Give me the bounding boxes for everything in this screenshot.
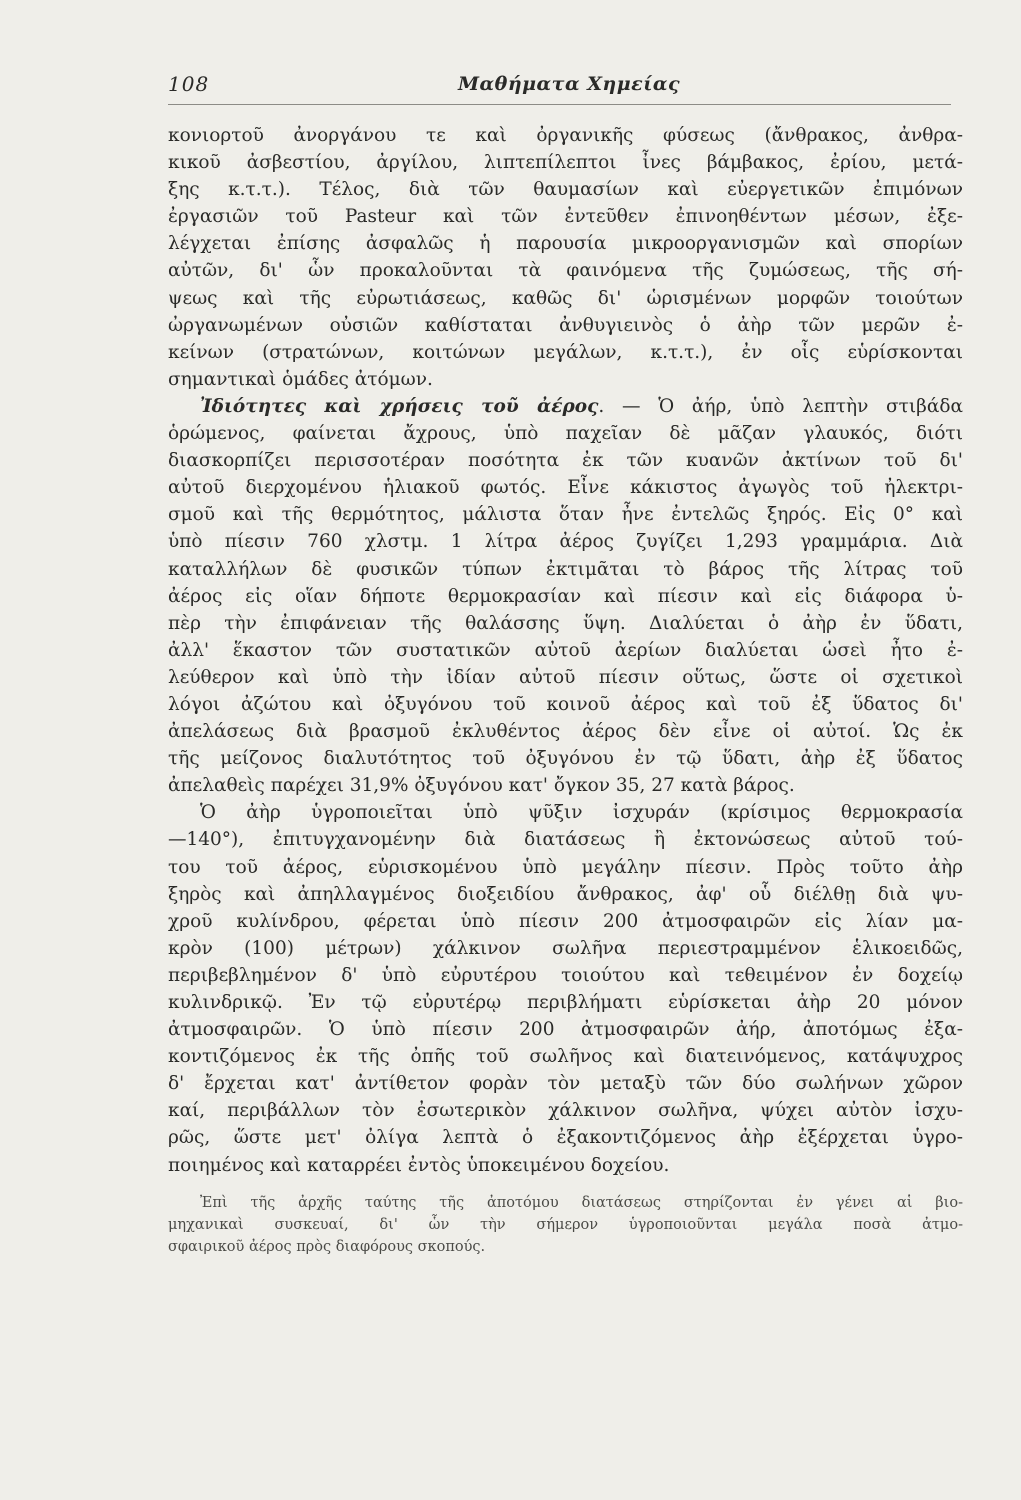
text-line: κονιορτοῦ ἀνοργάνου τε καὶ ὀργανικῆς φύσεως (ἄνθρακος, ἀνθρα- (168, 125, 963, 146)
text-line: κοντιζόμενος ἐκ τῆς ὀπῆς τοῦ σωλῆνος καὶ διατεινόμενος, κατάψυχρος (168, 1046, 963, 1068)
text-line: καί, περιβάλλων τὸν ἐσωτερικὸν χάλκινον σωλῆνα, ψύχει αὐτὸν ἰσχυ- (168, 1100, 963, 1122)
text-line: ὑπὸ πίεσιν 760 χλστμ. 1 λίτρα ἀέρος ζυγίζει 1,293 γραμμάρια. Διὰ (168, 531, 963, 553)
footnote-line: Ἐπὶ τῆς ἀρχῆς ταύτης τῆς ἀποτόμου διατάσεως στηρίζονται ἐν γένει αἱ βιο- (200, 1195, 963, 1211)
text-line: ἀτμοσφαιρῶν. Ὁ ὑπὸ πίεσιν 200 ἀτμοσφαιρῶν ἀήρ, ἀποτόμως ἐξα- (168, 1019, 963, 1041)
text-line: ἀπελάσεως διὰ βρασμοῦ ἐκλυθέντος ἀέρος δὲν εἶνε οἱ αὐτοί. Ὡς ἐκ (168, 721, 963, 743)
text-line: χροῦ κυλίνδρου, φέρεται ὑπὸ πίεσιν 200 ἀτμοσφαιρῶν εἰς λίαν μα- (168, 910, 963, 932)
text-line: ὠργανωμένων οὐσιῶν καθίσταται ἀνθυγιεινὸς ὁ ἀὴρ τῶν μερῶν ἐ- (168, 314, 963, 336)
body-text (168, 122, 963, 1179)
section-first-line (168, 393, 963, 420)
text-line: ἐργασιῶν τοῦ Pasteur καὶ τῶν ἐντεῦθεν ἐπινοηθέντων μέσων, ἐξε- (168, 206, 963, 228)
header-rule (168, 104, 951, 105)
text-line: κυλινδρικῷ. Ἐν τῷ εὐρυτέρῳ περιβλήματι εὑρίσκεται ἀὴρ 20 μόνον (168, 992, 963, 1013)
text-line: τῆς μείζονος διαλυτότητος τοῦ ὀξυγόνου ἐν τῷ ὕδατι, ἀὴρ ἐξ ὕδατος (168, 748, 963, 770)
footnote-line: μηχανικαὶ συσκευαί, δι' ὧν τὴν σήμερον ὑγροποιοῦνται μεγάλα ποσὰ ἀτμο- (168, 1217, 963, 1233)
text-line: ξηρὸς καὶ ἀπηλλαγμένος διοξειδίου ἄνθρακος, ἀφ' οὗ διέλθῃ διὰ ψυ- (168, 883, 963, 905)
footnote (168, 1192, 963, 1258)
text-line: ξης κ.τ.τ.). Τέλος, διὰ τῶν θαυμασίων καὶ εὐεργετικῶν ἐπιμόνων (168, 179, 963, 201)
text-line: Ὁ ἀὴρ ὑγροποιεῖται ὑπὸ ψῦξιν ἰσχυράν (κρίσιμος θερμοκρασία (200, 802, 963, 824)
running-title: Μαθήματα Χημείας (458, 73, 681, 95)
text-line: ποιημένος καὶ καταρρέει ἐντὸς ὑποκειμένου δοχείου. (168, 1154, 670, 1176)
text-line: ἀπελαθεὶς παρέχει 31,9% ὀξυγόνου κατ' ὄγκον 35, 27 κατὰ βάρος. (168, 775, 795, 797)
text-line: κικοῦ ἀσβεστίου, ἀργίλου, λιπτεπίλεπτοι ἶνες βάμβακος, ἐρίου, μετά- (168, 152, 963, 174)
text-line: δ' ἔρχεται κατ' ἀντίθετον φορὰν τὸν μεταξὺ τῶν δύο σωλήνων χῶρον (168, 1073, 963, 1095)
page-header (168, 72, 951, 104)
text-line: πὲρ τὴν ἐπιφάνειαν τῆς θαλάσσης ὕψη. Διαλύεται ὁ ἀὴρ ἐν ὕδατι, (168, 612, 963, 634)
text-line: ὁρώμενος, φαίνεται ἄχρους, ὑπὸ παχεῖαν δὲ μᾶζαν γλαυκός, διότι (168, 423, 963, 445)
text-line: κρὸν (100) μέτρων) χάλκινον σωλῆνα περιεστραμμένον ἑλικοειδῶς, (168, 937, 963, 959)
footnote-line: σφαιρικοῦ ἀέρος πρὸς διαφόρους σκοπούς. (168, 1239, 486, 1255)
text-line: κείνων (στρατώνων, κοιτώνων μεγάλων, κ.τ.τ.), ἐν οἷς εὑρίσκονται (168, 341, 963, 363)
page-number: 108 (168, 72, 210, 96)
section-first-line-text: . — Ὁ ἀήρ, ὑπὸ λεπτὴν στιβάδα (598, 395, 963, 417)
text-line: ψεως καὶ τῆς εὐρωτιάσεως, καθῶς δι' ὡρισμένων μορφῶν τοιούτων (168, 287, 963, 309)
text-line: λόγοι ἀζώτου καὶ ὀξυγόνου τοῦ κοινοῦ ἀέρος καὶ τοῦ ἐξ ὕδατος δι' (168, 693, 963, 715)
text-line: λέγχεται ἐπίσης ἀσφαλῶς ἡ παρουσία μικροοργανισμῶν καὶ σπορίων (168, 233, 963, 255)
text-line: διασκορπίζει περισσοτέραν ποσότητα ἐκ τῶν κυανῶν ἀκτίνων τοῦ δι' (168, 450, 963, 472)
section-heading: Ἰδιότητες καὶ χρήσεις τοῦ ἀέρος (200, 395, 599, 417)
text-line: ρῶς, ὥστε μετ' ὀλίγα λεπτὰ ὁ ἐξακοντιζόμενος ἀὴρ ἐξέρχεται ὑγρο- (168, 1127, 963, 1149)
text-line: σμοῦ καὶ τῆς θερμότητος, μάλιστα ὅταν ἦνε ἐντελῶς ξηρός. Εἰς 0° καὶ (168, 504, 963, 526)
text-line: αὐτῶν, δι' ὧν προκαλοῦνται τὰ φαινόμενα τῆς ζυμώσεως, τῆς σή- (168, 260, 963, 282)
text-line: του τοῦ ἀέρος, εὑρισκομένου ὑπὸ μεγάλην πίεσιν. Πρὸς τοῦτο ἀὴρ (168, 856, 963, 878)
text-line: ἀέρος εἰς οἵαν δήποτε θερμοκρασίαν καὶ πίεσιν καὶ εἰς διάφορα ὑ- (168, 585, 963, 607)
text-line: ἀλλ' ἕκαστον τῶν συστατικῶν αὐτοῦ ἀερίων διαλύεται ὡσεὶ ἦτο ἐ- (168, 639, 963, 661)
text-line: περιβεβλημένον δ' ὑπὸ εὐρυτέρου τοιούτου καὶ τεθειμένον ἐν δοχείῳ (168, 964, 963, 986)
text-line: σημαντικαὶ ὁμάδες ἀτόμων. (168, 368, 433, 390)
text-line: καταλλήλων δὲ φυσικῶν τύπων ἐκτιμᾶται τὸ βάρος τῆς λίτρας τοῦ (168, 558, 963, 580)
text-line: αὐτοῦ διερχομένου ἡλιακοῦ φωτός. Εἶνε κάκιστος ἀγωγὸς τοῦ ἠλεκτρι- (168, 477, 963, 499)
text-line: λεύθερον καὶ ὑπὸ τὴν ἰδίαν αὐτοῦ πίεσιν οὕτως, ὥστε οἱ σχετικοὶ (168, 666, 963, 688)
text-line: —140°), ἐπιτυγχανομένην διὰ διατάσεως ἢ ἐκτονώσεως αὐτοῦ τού- (168, 829, 963, 851)
